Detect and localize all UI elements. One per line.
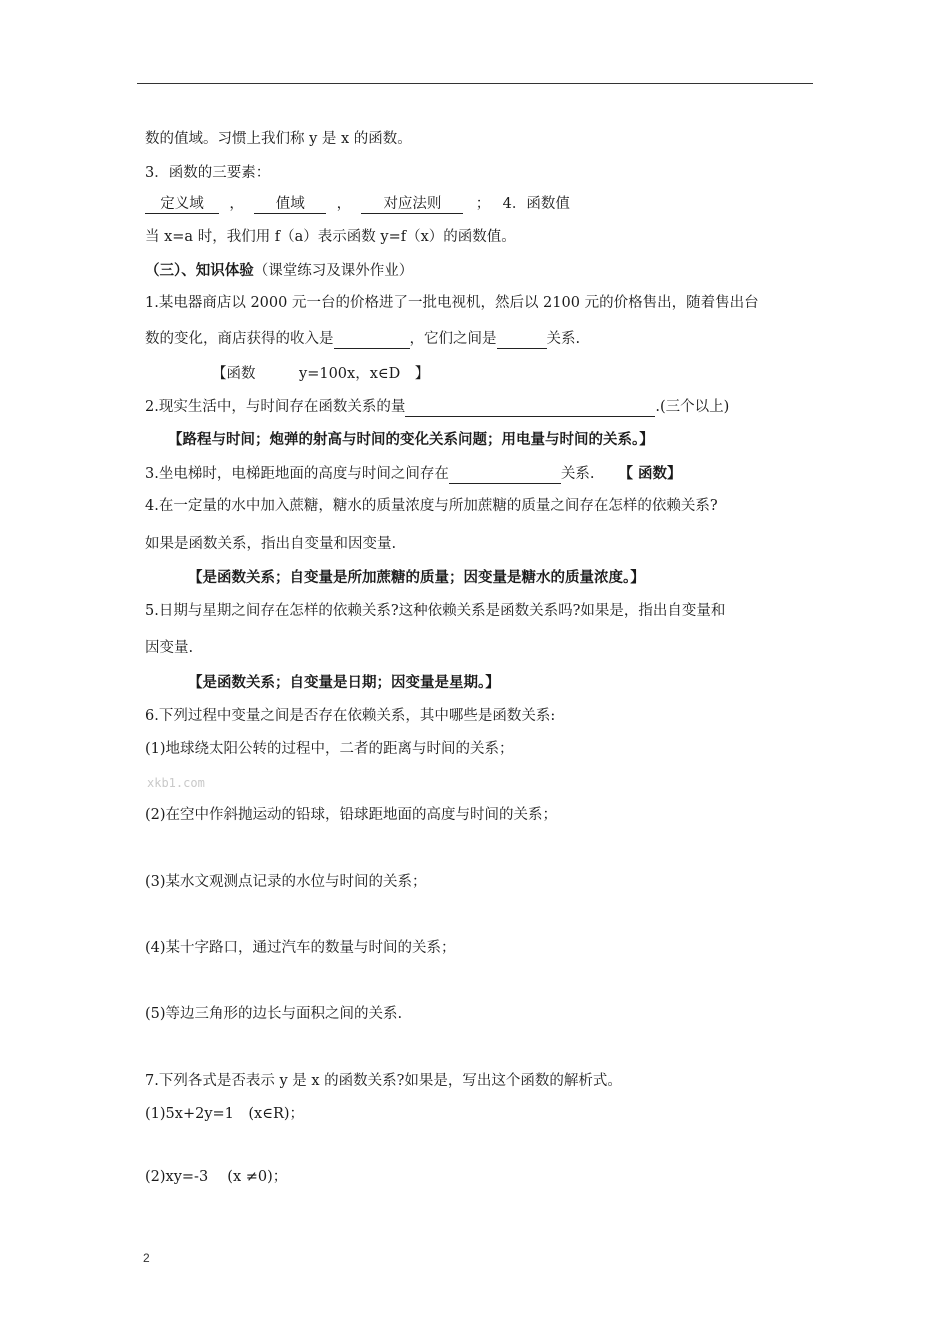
question-1-answer: 【函数 y=100x，x∈D 】 [212, 366, 430, 382]
question-4-line-1: 4.在一定量的水中加入蔗糖，糖水的质量浓度与所加蔗糖的质量之间存在怎样的依赖关系? [145, 498, 718, 514]
answer-blank [334, 331, 410, 349]
question-6-item: (3)某水文观测点记录的水位与时间的关系； [145, 874, 427, 890]
question-6-item: (1)地球绕太阳公转的过程中，二者的距离与时间的关系； [145, 741, 514, 757]
question-3-answer: 【 函数】 [618, 465, 682, 482]
question-6-item: (5)等边三角形的边长与面积之间的关系. [145, 1006, 403, 1022]
header-rule [137, 83, 813, 84]
question-6-line: 6.下列过程中变量之间是否存在依赖关系，其中哪些是函数关系: [145, 708, 556, 724]
section-title: （三）、知识体验 [145, 262, 254, 279]
text-fragment: .(三个以上) [655, 399, 730, 415]
question-7-item: (2)xy=-3 (x ≠0)； [145, 1169, 288, 1185]
text-fragment: 3.坐电梯时，电梯距地面的高度与时间之间存在 [145, 466, 449, 482]
question-6-item: (2)在空中作斜抛运动的铅球，铅球距地面的高度与时间的关系； [145, 807, 558, 823]
text-line: 3．函数的三要素： [145, 165, 271, 181]
question-5-line-2: 因变量. [145, 640, 194, 656]
blank-definition-domain: 定义域 [145, 196, 219, 214]
blank-mapping-rule: 对应法则 [361, 196, 463, 214]
question-4-answer: 【是函数关系；自变量是所加蔗糖的质量；因变量是糖水的质量浓度。】 [188, 569, 645, 586]
text-fragment: 关系. [546, 331, 581, 347]
question-7-item: (1)5x+2y=1 (x∈R)； [145, 1106, 305, 1122]
text-fragment: 2.现实生活中，与时间存在函数关系的量 [145, 399, 406, 415]
three-elements-line [145, 196, 570, 214]
question-4-line-2: 如果是函数关系，指出自变量和因变量. [145, 536, 397, 552]
answer-blank [449, 466, 561, 484]
separator: ； [475, 196, 491, 212]
section-note: （课堂练习及课外作业） [253, 263, 414, 279]
answer-blank [497, 331, 547, 349]
text-line: 数的值域。习惯上我们称 y 是 x 的函数。 [145, 131, 412, 147]
text-fragment: 数的变化，商店获得的收入是 [145, 331, 334, 347]
question-2-line [145, 399, 729, 417]
question-3-line [145, 465, 682, 484]
question-5-answer: 【是函数关系；自变量是日期；因变量是星期。】 [188, 674, 500, 691]
page-number: 2 [143, 1251, 150, 1265]
question-1-line-1: 1.某电器商店以 2000 元一台的价格进了一批电视机，然后以 2100 元的价格售出，随着售出台 [145, 295, 759, 311]
separator: ， [336, 196, 352, 212]
section-heading [145, 262, 413, 280]
answer-blank [405, 399, 655, 417]
question-7-line: 7.下列各式是否表示 y 是 x 的函数关系?如果是，写出这个函数的解析式。 [145, 1073, 622, 1089]
question-2-answer: 【路程与时间；炮弹的射高与时间的变化关系问题；用电量与时间的关系。】 [168, 431, 654, 448]
text-fragment: ，它们之间是 [409, 331, 497, 347]
watermark: xkb1.com [147, 776, 205, 790]
question-6-item: (4)某十字路口，通过汽车的数量与时间的关系； [145, 940, 456, 956]
text-fragment: 关系. [560, 466, 595, 482]
item-function-value: 4．函数值 [502, 196, 570, 212]
text-line: 当 x=a 时，我们用 f（a）表示函数 y=f（x）的函数值。 [145, 229, 516, 245]
blank-range: 值域 [254, 196, 326, 214]
separator: ， [229, 196, 244, 212]
question-5-line-1: 5.日期与星期之间存在怎样的依赖关系?这种依赖关系是函数关系吗?如果是，指出自变量和 [145, 603, 726, 619]
question-1-line-2 [145, 331, 580, 349]
